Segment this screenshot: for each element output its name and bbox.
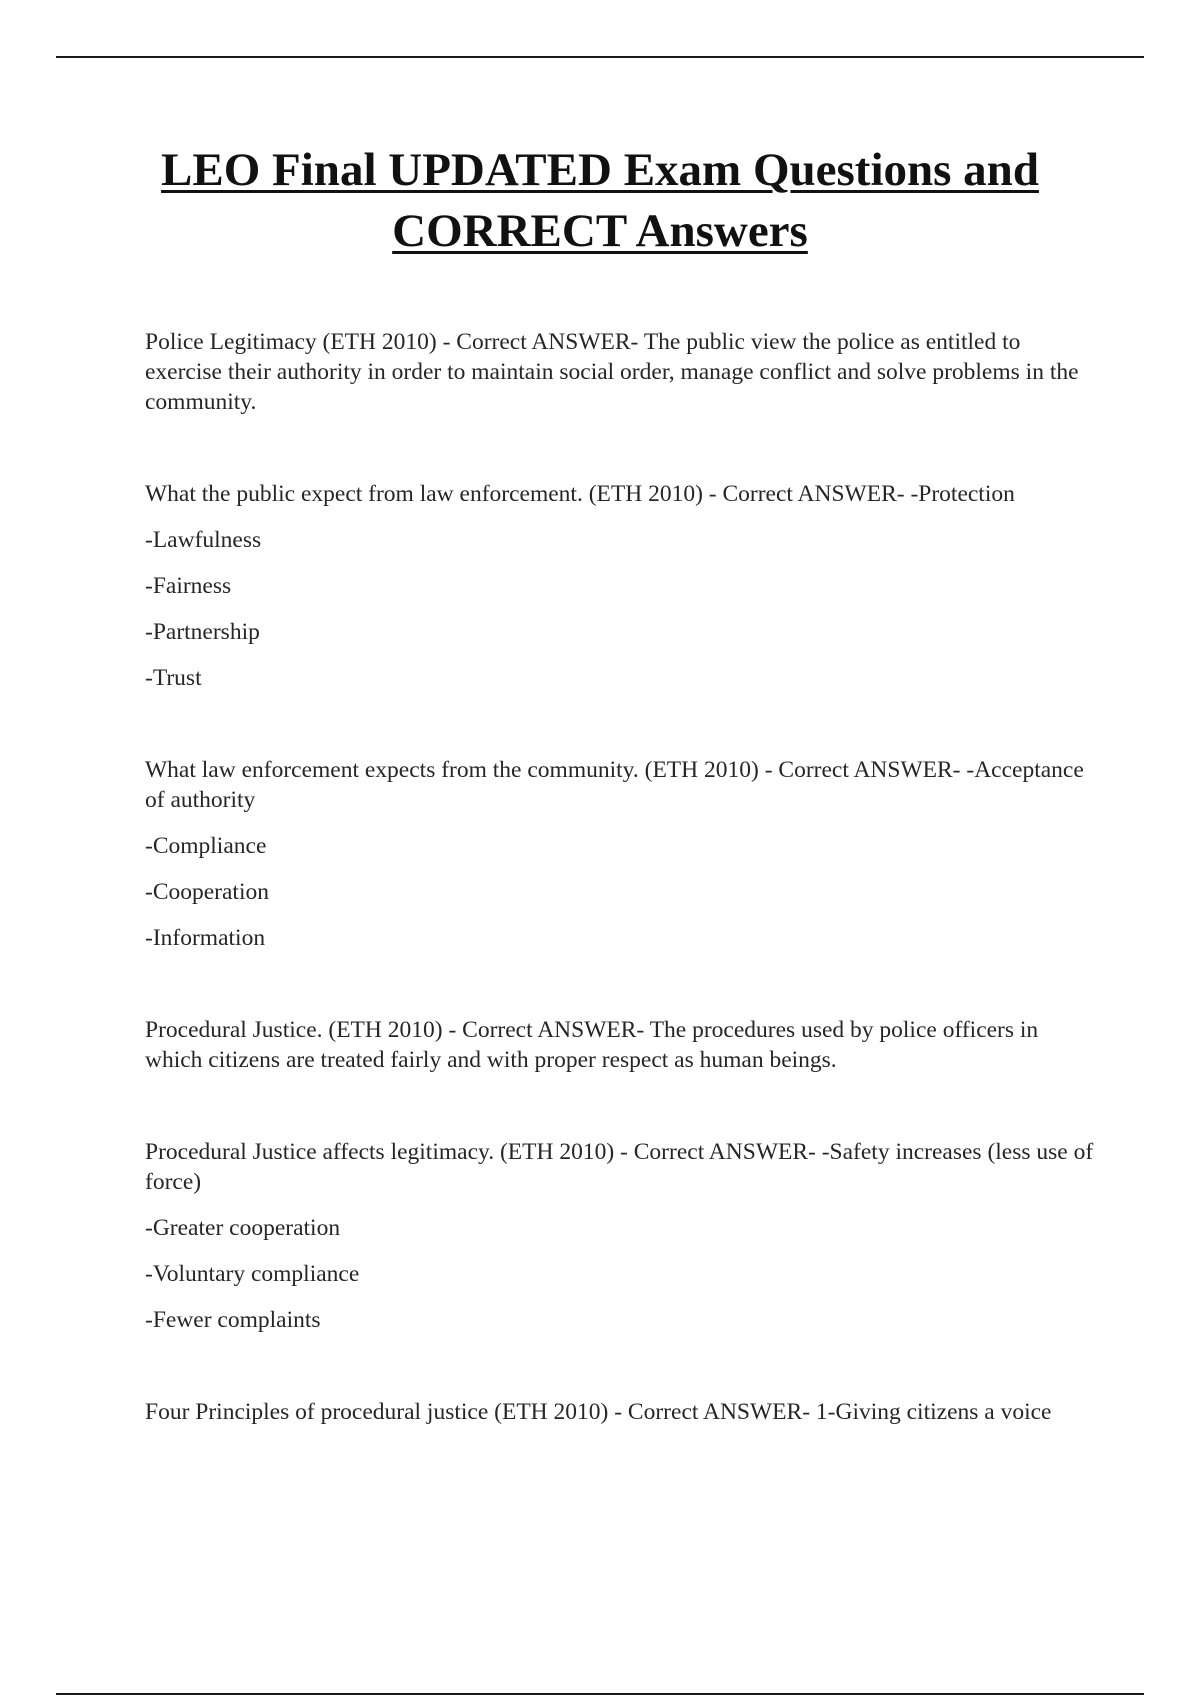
header-rule (56, 56, 1144, 58)
qa-block-public-expectations (145, 479, 1100, 693)
qa-list-item: -Lawfulness (145, 527, 262, 553)
qa-list-item: -Voluntary compliance (145, 1261, 360, 1287)
qa-list-item: -Information (145, 925, 266, 951)
qa-block-four-principles (145, 1397, 1100, 1427)
qa-list-item: -Partnership (145, 619, 260, 645)
title-line-2: CORRECT Answers (392, 205, 808, 257)
document-body (145, 327, 1100, 1489)
qa-question-answer: Police Legitimacy (ETH 2010) - Correct ANSWER- The public view the police as entitled to exercise their authority in order to maintain social order, manage conflict and solve problems in the community. (145, 329, 1079, 415)
qa-block-procedural-justice (145, 1015, 1100, 1075)
qa-list-item: -Cooperation (145, 879, 269, 905)
qa-question-answer: Four Principles of procedural justice (ETH 2010) - Correct ANSWER- 1-Giving citizens a voice (145, 1399, 1052, 1425)
title-line-1: LEO Final UPDATED Exam Questions and (161, 144, 1039, 196)
qa-block-community-expectations (145, 755, 1100, 953)
qa-question-answer: What the public expect from law enforcement. (ETH 2010) - Correct ANSWER- -Protection (145, 481, 1015, 507)
qa-question-answer: What law enforcement expects from the community. (ETH 2010) - Correct ANSWER- -Acceptance of authority (145, 757, 1084, 813)
qa-list-item: -Fewer complaints (145, 1307, 321, 1333)
qa-list-item: -Trust (145, 665, 202, 691)
qa-block-police-legitimacy (145, 327, 1100, 417)
qa-question-answer: Procedural Justice affects legitimacy. (ETH 2010) - Correct ANSWER- -Safety increases (less use of force) (145, 1139, 1094, 1195)
qa-list-item: -Compliance (145, 833, 267, 859)
qa-question-answer: Procedural Justice. (ETH 2010) - Correct ANSWER- The procedures used by police officers in which citizens are treated fairly and with proper respect as human beings. (145, 1017, 1039, 1073)
qa-list-item: -Greater cooperation (145, 1215, 341, 1241)
document-title (130, 140, 1070, 262)
qa-block-legitimacy-effects (145, 1137, 1100, 1335)
footer-rule (56, 1693, 1144, 1695)
qa-list-item: -Fairness (145, 573, 232, 599)
